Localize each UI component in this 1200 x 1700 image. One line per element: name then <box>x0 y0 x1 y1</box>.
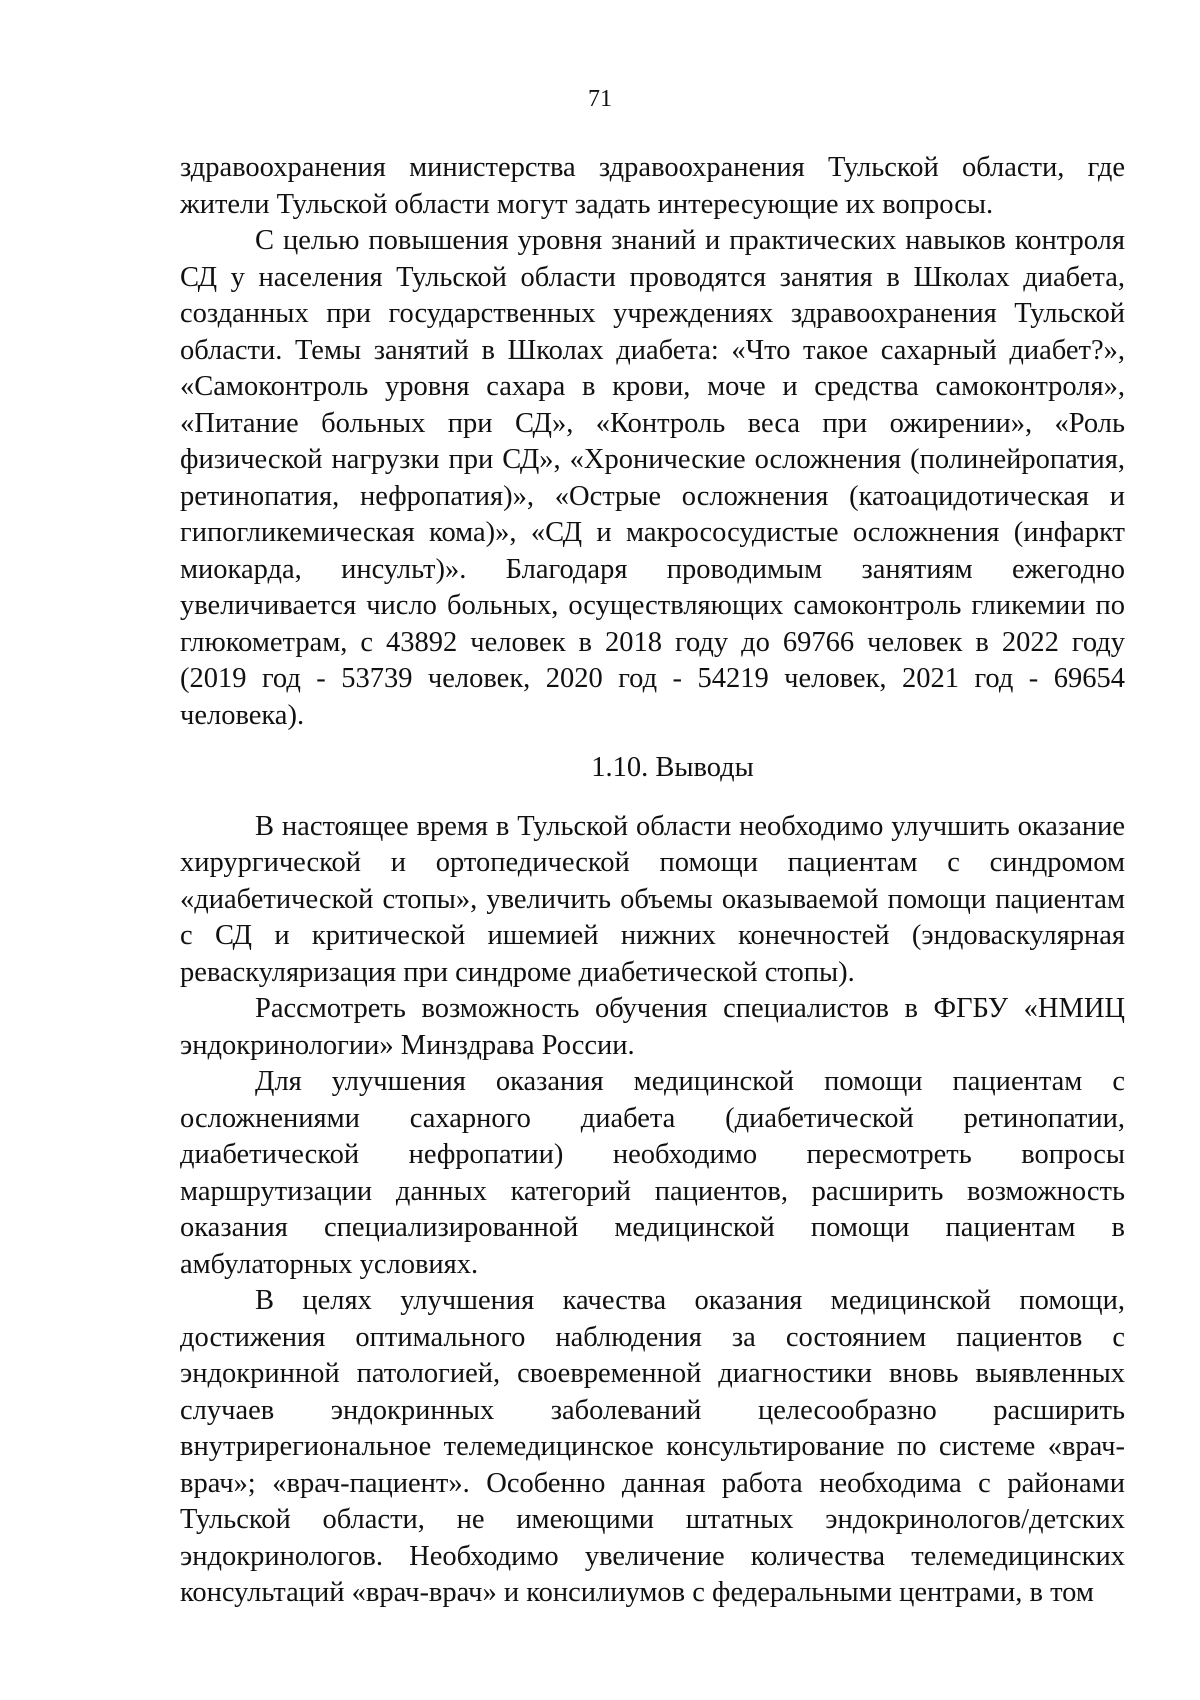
paragraph-telemedicine: В целях улучшения качества оказания медицинской помощи, достижения оптимального наблюдения за состоянием пациентов с эндокринной патологией, своевременной диагностики вновь выявленных случаев эндокринных заболеваний целесообразно расширить внутрирегиональное телемедицинское консультирование по системе «врач-врач»; «врач-пациент». Особенно данная работа необходима с районами Тульской области, не имеющими штатных эндокринологов/детских эндокринологов. Необходимо увеличение количества телемедицинских консультаций «врач-врач» и консилиумов с федеральными центрами, в том <box>180 1285 1125 1608</box>
paragraph-complications-routing: Для улучшения оказания медицинской помощи пациентам с осложнениями сахарного диабета (диабетической ретинопатии, диабетической нефропатии) необходимо пересмотреть вопросы маршрутизации данных категорий пациентов, расширить возможность оказания специализированной медицинской помощи пациентам в амбулаторных условиях. <box>180 1066 1125 1280</box>
paragraph-continued: здравоохранения министерства здравоохранения Тульской области, где жители Тульской области могут задать интересующие их вопросы. <box>180 152 1125 220</box>
paragraph-specialist-training: Рассмотреть возможность обучения специалистов в ФГБУ «НМИЦ эндокринологии» Минздрава России. <box>180 993 1125 1061</box>
paragraph-diabetes-schools: С целью повышения уровня знаний и практических навыков контроля СД у населения Тульской области проводятся занятия в Школах диабета, созданных при государственных учреждениях здравоохранения Тульской области. Темы занятий в Школах диабета: «Что такое сахарный диабет?», «Самоконтроль уровня сахара в крови, моче и средства самоконтроля», «Питание больных при СД», «Контроль веса при ожирении», «Роль физической нагрузки при СД», «Хронические осложнения (полинейропатия, ретинопатия, нефропатия)», «Острые осложнения (катоацидотическая и гипогликемическая кома)», «СД и макрососудистые осложнения (инфаркт миокарда, инсульт)». Благодаря проводимым занятиям ежегодно увеличивается число больных, осуществляющих самоконтроль гликемии по глюкометрам, с 43892 человек в 2018 году до 69766 человек в 2022 году (2019 год - 53739 человек, 2020 год - 54219 человек, 2021 год - 69654 человека). <box>180 225 1125 731</box>
document-body <box>180 150 1125 1612</box>
page-number: 71 <box>588 86 612 112</box>
section-heading-conclusions: 1.10. Выводы <box>591 752 754 783</box>
paragraph-diabetic-foot: В настоящее время в Тульской области необходимо улучшить оказание хирургической и ортопедической помощи пациентам с синдромом «диабетической стопы», увеличить объемы оказываемой помощи пациентам с СД и критической ишемией нижних конечностей (эндоваскулярная реваскуляризация при синдроме диабетической стопы). <box>180 810 1125 988</box>
